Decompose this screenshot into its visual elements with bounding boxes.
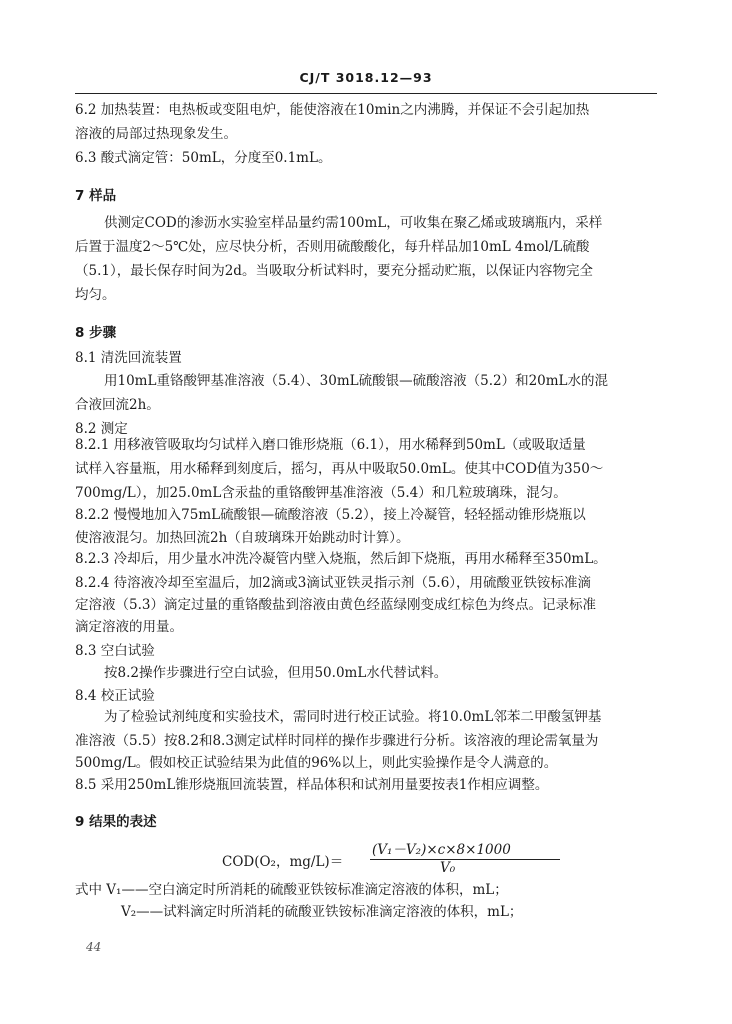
text-line: 溶液的局部过热现象发生。 <box>75 126 237 142</box>
variable-definition: V₂——试料滴定时所消耗的硫酸亚铁铵标准滴定溶液的体积，mL； <box>121 904 523 920</box>
text-line: 8.2.4 待溶液冷却至室温后，加2滴或3滴试亚铁灵指示剂（5.6），用硫酸亚铁铵标准滴 <box>75 575 592 591</box>
text-line: 使溶液混匀。加热回流2h（自玻璃珠开始跳动时计算）。 <box>75 530 410 546</box>
section-heading: 7 样品 <box>75 188 117 204</box>
text-line: 供测定COD的渗沥水实验室样品量约需100mL，可收集在聚乙烯或玻璃瓶内，采样 <box>104 215 603 231</box>
text-line: 500mg/L。假如校正试验结果为此值的96%以上，则此实验操作是令人满意的。 <box>75 755 558 771</box>
subsection-heading: 8.1 清洗回流装置 <box>75 350 182 366</box>
text-line: 8.2.1 用移液管吸取均匀试样入磨口锥形烧瓶（6.1），用水稀释到50mL（或吸取适量 <box>75 437 586 453</box>
text-line: 后置于温度2～5℃处，应尽快分析，否则用硫酸酸化，每升样品加10mL 4mol/L硫酸 <box>75 239 590 255</box>
formula-numerator: (V₁－V₂)×c×8×1000 <box>372 842 511 858</box>
standard-header: CJ/T 3018.12—93 <box>299 70 433 85</box>
text-line: 试样入容量瓶，用水稀释到刻度后，摇匀，再从中吸取50.0mL。使其中COD值为350～ <box>75 461 604 477</box>
text-line: 8.5 采用250mL锥形烧瓶回流装置，样品体积和试剂用量要按表1作相应调整。 <box>75 777 549 793</box>
formula-denominator: V₀ <box>440 860 456 876</box>
text-line: （5.1），最长保存时间为2d。当吸取分析试料时，要充分摇动贮瓶，以保证内容物完全 <box>75 263 593 279</box>
subsection-heading: 8.4 校正试验 <box>75 688 155 704</box>
fraction-bar <box>370 859 560 860</box>
text-line: 为了检验试剂纯度和实验技术，需同时进行校正试验。将10.0mL邻苯二甲酸氢钾基 <box>104 709 602 725</box>
text-line: 滴定溶液的用量。 <box>75 619 183 635</box>
text-line: 8.2.2 慢慢地加入75mL硫酸银—硫酸溶液（5.2），接上冷凝管，轻轻摇动锥形烧瓶以 <box>75 507 586 523</box>
page-number: 44 <box>86 940 102 954</box>
subsection-heading: 8.2 测定 <box>75 421 128 437</box>
variable-definition: 式中 V₁——空白滴定时所消耗的硫酸亚铁铵标准滴定溶液的体积，mL； <box>75 882 508 898</box>
section-heading: 8 步骤 <box>75 325 117 341</box>
text-line: 均匀。 <box>75 287 116 303</box>
subsection-heading: 8.3 空白试验 <box>75 643 155 659</box>
section-heading: 9 结果的表述 <box>75 814 157 830</box>
text-line: 8.2.3 冷却后，用少量水冲洗冷凝管内壁入烧瓶，然后卸下烧瓶，再用水稀释至350mL。 <box>75 551 607 567</box>
text-line: 定溶液（5.3）滴定过量的重铬酸盐到溶液由黄色经蓝绿刚变成红棕色为终点。记录标准 <box>75 597 596 613</box>
text-line: 用10mL重铬酸钾基准溶液（5.4）、30mL硫酸银—硫酸溶液（5.2）和20mL水的混 <box>104 373 609 389</box>
header-rule <box>75 93 657 94</box>
text-line: 6.2 加热装置：电热板或变阻电炉，能使溶液在10min之内沸腾，并保证不会引起加热 <box>75 102 590 118</box>
text-line: 按8.2操作步骤进行空白试验，但用50.0mL水代替试料。 <box>104 665 448 681</box>
text-line: 6.3 酸式滴定管：50mL，分度至0.1mL。 <box>75 150 332 166</box>
text-line: 合液回流2h。 <box>75 397 160 413</box>
text-line: 700mg/L），加25.0mL含汞盐的重铬酸钾基准溶液（5.4）和几粒玻璃珠，混匀。 <box>75 485 567 501</box>
formula-lhs: COD(O₂，mg/L)＝ <box>222 854 344 870</box>
text-line: 准溶液（5.5）按8.2和8.3测定试样时同样的操作步骤进行分析。该溶液的理论需氧量为 <box>75 733 599 749</box>
